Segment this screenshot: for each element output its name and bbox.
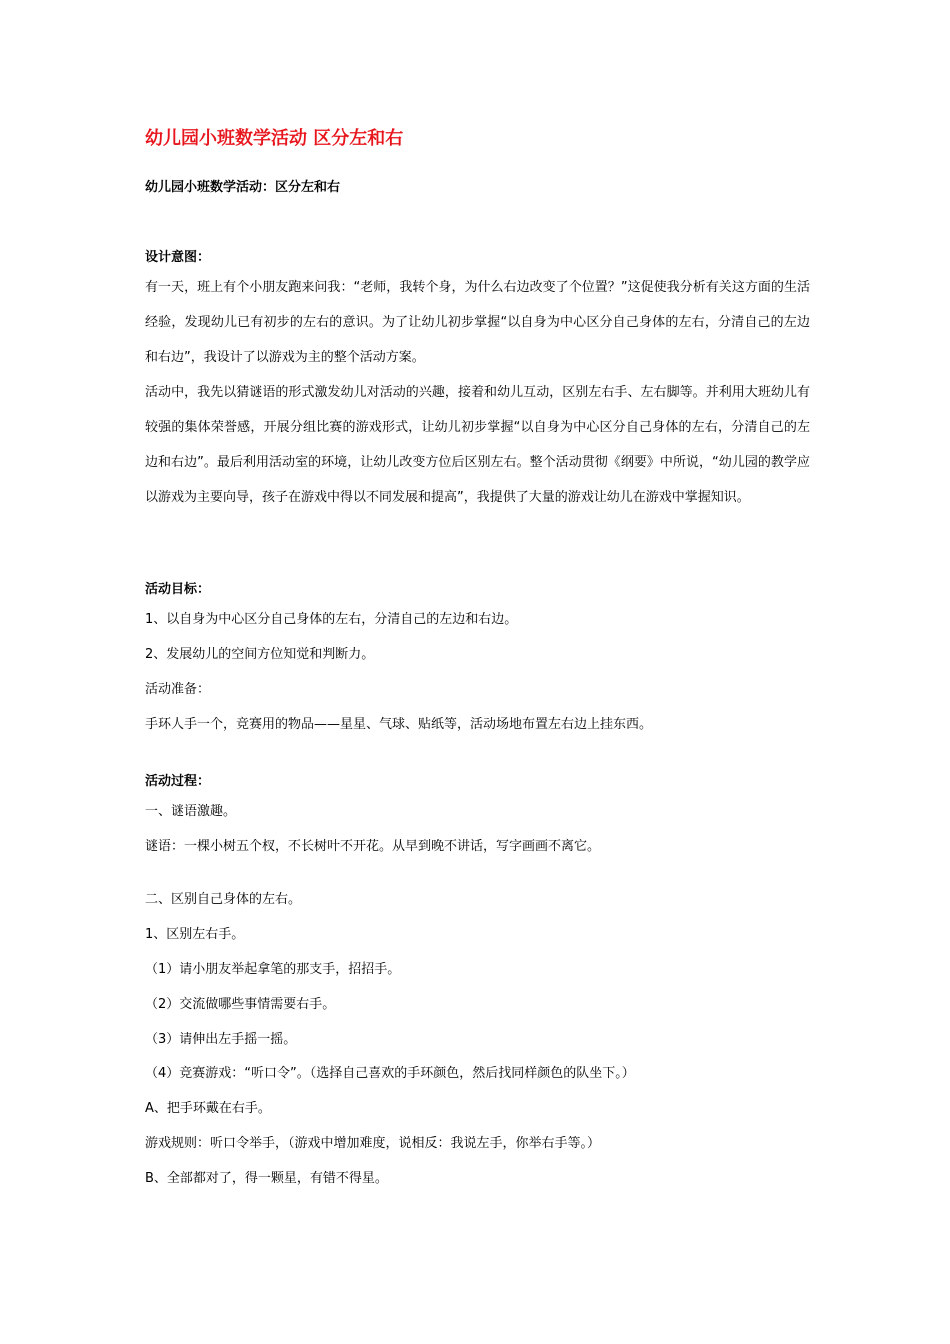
process-step-2-1-b: （2）交流做哪些事情需要右手。: [145, 997, 336, 1012]
design-paragraph-1: 有一天，班上有个小朋友跑来问我：“老师，我转个身，为什么右边改变了个位置？”这促使我分析有关这方面的生活经验，发现幼儿已有初步的左右的意识。为了让幼儿初步掌握“以自身为中心区分自己身体的左右，分清自己的左边和右边”，我设计了以游戏为主的整个活动方案。: [145, 280, 810, 365]
design-paragraph-2: 活动中，我先以猜谜语的形式激发幼儿对活动的兴趣，接着和幼儿互动，区别左右手、左右脚等。并利用大班幼儿有较强的集体荣誉感，开展分组比赛的游戏形式，让幼儿初步掌握“以自身为中心区分自己身体的左右，分清自己的左边和右边”。最后利用活动室的环境，让幼儿改变方位后区别左右。整个活动贯彻《纲要》中所说，“幼儿园的教学应以游戏为主要向导，孩子在游戏中得以不同发展和提高”，我提供了大量的游戏让幼儿在游戏中掌握知识。: [145, 385, 810, 505]
process-step-2-1-a: （1）请小朋友举起拿笔的那支手，招招手。: [145, 962, 401, 977]
goal-item-2: 2、发展幼儿的空间方位知觉和判断力。: [145, 647, 375, 662]
game-rule: 游戏规则：听口令举手，（游戏中增加难度，说相反：我说左手，你举右手等。）: [145, 1136, 601, 1151]
goals-heading: 活动目标：: [145, 582, 211, 597]
process-step-2-1: 1、区别左右手。: [145, 927, 245, 942]
design-heading: 设计意图：: [145, 250, 211, 265]
process-step-1: 一、谜语激趣。: [145, 804, 237, 819]
riddle-text: 谜语：一棵小树五个杈，不长树叶不开花。从早到晚不讲话，写字画画不离它。: [145, 839, 601, 854]
prep-label: 活动准备：: [145, 682, 211, 697]
game-item-b: B、全部都对了，得一颗星，有错不得星。: [145, 1171, 388, 1186]
goal-item-1: 1、以自身为中心区分自己身体的左右，分清自己的左边和右边。: [145, 612, 518, 627]
process-step-2: 二、区别自己身体的左右。: [145, 892, 302, 907]
process-heading: 活动过程：: [145, 774, 211, 789]
document-subtitle: 幼儿园小班数学活动：区分左和右: [145, 180, 341, 195]
process-step-2-1-d: （4）竞赛游戏：“听口令”。（选择自己喜欢的手环颜色，然后找同样颜色的队坐下。）: [145, 1066, 635, 1081]
document-title: 幼儿园小班数学活动 区分左和右: [145, 128, 404, 149]
game-item-a: A、把手环戴在右手。: [145, 1101, 271, 1116]
prep-text: 手环人手一个，竞赛用的物品——星星、气球、贴纸等，活动场地布置左右边上挂东西。: [145, 717, 653, 732]
process-step-2-1-c: （3）请伸出左手摇一摇。: [145, 1032, 297, 1047]
